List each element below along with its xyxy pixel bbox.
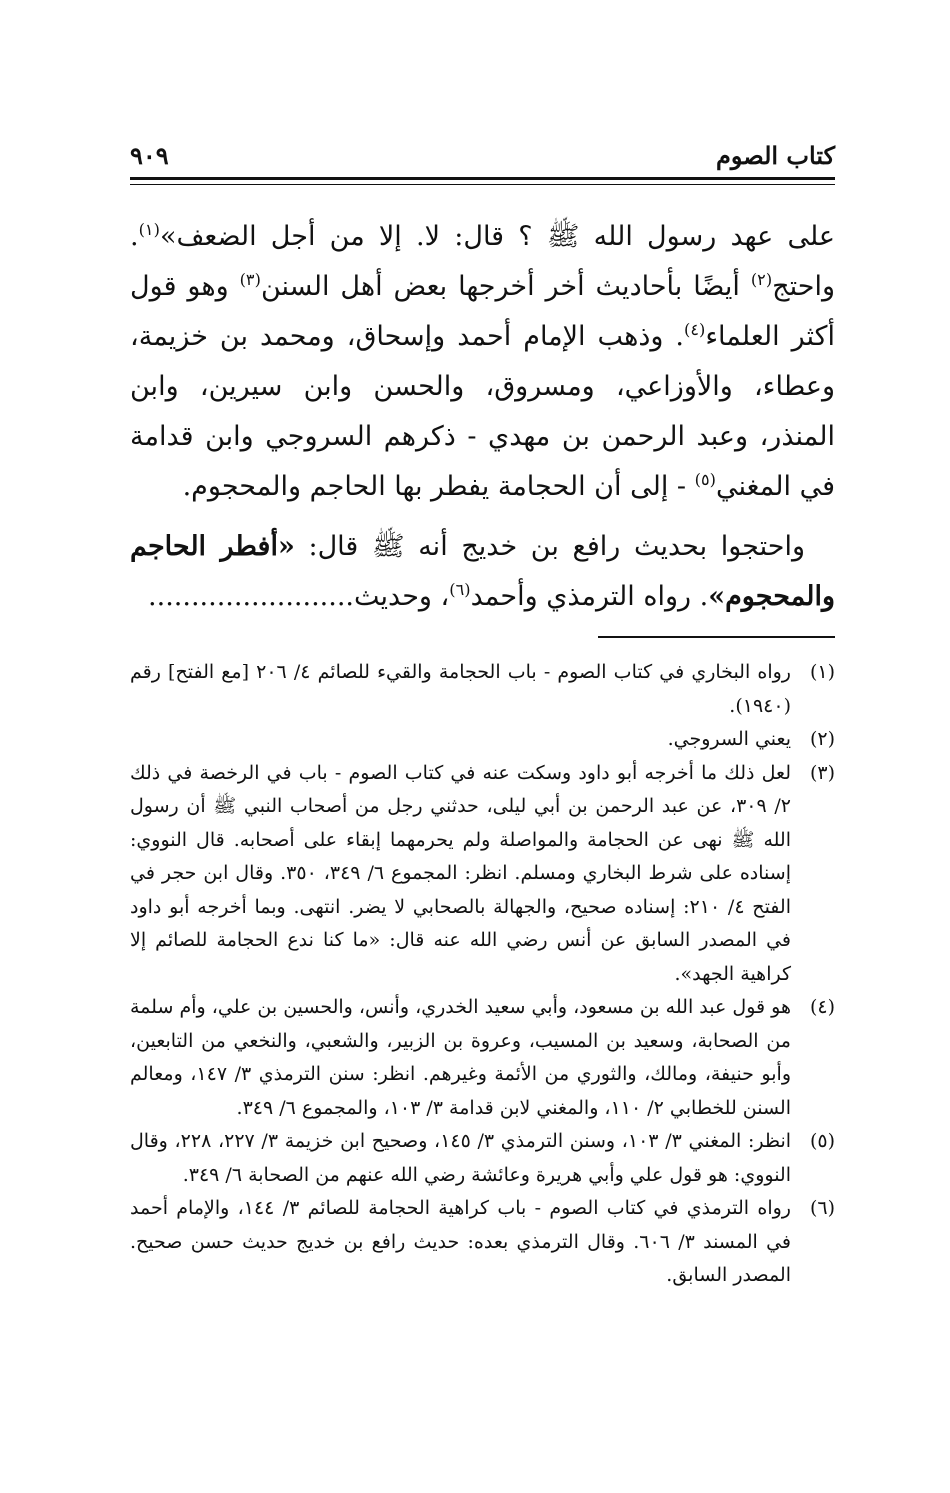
footnote-ref: (٤) bbox=[683, 320, 706, 339]
footnote-text: رواه الترمذي في كتاب الصوم - باب كراهية الحجامة للصائم ٣/ ١٤٤، والإمام أحمد في المسند ٣/ ٦٠٦. وقال الترمذي بعده: حديث رافع بن خديج حديث حسن صحيح. المصدر السابق. bbox=[130, 1197, 791, 1286]
hadith-quote: «أفطر الحاجم والمحجوم» bbox=[130, 531, 835, 612]
header-rule bbox=[130, 177, 835, 180]
footnote-item bbox=[130, 656, 835, 723]
text-run: . رواه الترمذي وأحمد bbox=[470, 581, 709, 612]
footnote-separator bbox=[598, 636, 835, 638]
footnote-number: (٣) bbox=[809, 761, 835, 784]
text-run: أيضًا بأحاديث أخر أخرجها بعض أهل السنن bbox=[260, 271, 751, 302]
footnote-number: (٢) bbox=[809, 728, 835, 750]
footnote-item bbox=[130, 723, 835, 757]
footnote-item bbox=[130, 757, 835, 992]
paragraph-2 bbox=[130, 522, 835, 622]
footnote-ref: (٥) bbox=[694, 470, 716, 489]
text-run: . واحتج bbox=[130, 221, 835, 302]
page-header bbox=[130, 138, 835, 174]
footnote-number: (٤) bbox=[809, 996, 835, 1018]
footnote-ref: (٣) bbox=[239, 270, 261, 289]
text-run: - إلى أن الحجامة يفطر بها الحاجم والمحجوم. bbox=[182, 471, 695, 502]
page-number: ٩٠٩ bbox=[130, 141, 169, 170]
header-rule-thin bbox=[130, 184, 835, 185]
footnote-ref: (١) bbox=[138, 220, 160, 239]
footnote-ref: (٢) bbox=[750, 270, 773, 289]
main-text bbox=[130, 212, 835, 622]
text-run: واحتجوا بحديث رافع بن خديج أنه ﷺ قال: bbox=[294, 531, 805, 562]
footnote-item bbox=[130, 991, 835, 1125]
footnote-number: (٦) bbox=[809, 1197, 835, 1219]
footnote-text: يعني السروجي. bbox=[667, 728, 791, 750]
dotted-leader: ........................ bbox=[148, 581, 355, 612]
footnote-item bbox=[130, 1125, 835, 1192]
text-run: . وذهب الإمام أحمد وإسحاق، ومحمد بن خزيمة، وعطاء، والأوزاعي، ومسروق، والحسن وابن سيرين، وابن المنذر، وعبد الرحمن بن مهدي - ذكرهم السروجي وابن قدامة في المغني bbox=[130, 321, 835, 502]
paragraph-1 bbox=[130, 212, 835, 512]
text-run: على عهد رسول الله ﷺ ؟ قال: لا. إلا من أجل الضعف» bbox=[159, 221, 835, 252]
text-run: وهو قول أكثر العلماء bbox=[130, 271, 835, 352]
running-title: كتاب الصوم bbox=[716, 141, 835, 170]
footnote-number: (٥) bbox=[809, 1130, 835, 1152]
footnote-text: لعل ذلك ما أخرجه أبو داود وسكت عنه في كتاب الصوم - باب في الرخصة في ذلك ٢/ ٣٠٩، عن عبد الرحمن بن أبي ليلى، حدثني رجل من أصحاب النبي ﷺ أن رسول الله ﷺ نهى عن الحجامة والمواصلة ولم يحرمهما إبقاء على أصحابه. قال النووي: إسناده على شرط البخاري ومسلم. انظر: المجموع ٦/ ٣٤٩، ٣٥٠. وقال ابن حجر في الفتح ٤/ ٢١٠: إسناده صحيح، والجهالة بالصحابي لا يضر. انتهى. وبما أخرجه أبو داود في المصدر السابق عن أنس رضي الله عنه قال: «ما كنا ندع الحجامة للصائم إلا كراهية الجهد». bbox=[130, 761, 792, 985]
footnote-text: رواه البخاري في كتاب الصوم - باب الحجامة والقيء للصائم ٤/ ٢٠٦ [مع الفتح] رقم (١٩٤٠). bbox=[130, 661, 791, 717]
text-run: ، وحديث bbox=[354, 581, 450, 612]
footnote-item bbox=[130, 1192, 835, 1293]
footnote-text: هو قول عبد الله بن مسعود، وأبي سعيد الخدري، وأنس، والحسين بن علي، وأم سلمة من الصحابة، وسعيد بن المسيب، وعروة بن الزبير، والشعبي، والنخعي من التابعين، وأبو حنيفة، ومالك، والثوري من الأئمة وغيرهم. انظر: سنن الترمذي ٣/ ١٤٧، ومعالم السنن للخطابي ٢/ ١١٠، والمغني لابن قدامة ٣/ ١٠٣، والمجموع ٦/ ٣٤٩. bbox=[130, 996, 791, 1119]
footnote-text: انظر: المغني ٣/ ١٠٣، وسنن الترمذي ٣/ ١٤٥، وصحيح ابن خزيمة ٣/ ٢٢٧، ٢٢٨، وقال النووي: هو قول علي وأبي هريرة وعائشة رضي الله عنهم من الصحابة ٦/ ٣٤٩. bbox=[130, 1130, 792, 1186]
footnote-ref: (٦) bbox=[449, 580, 471, 599]
footnote-number: (١) bbox=[809, 661, 835, 683]
footnotes bbox=[130, 656, 835, 1293]
